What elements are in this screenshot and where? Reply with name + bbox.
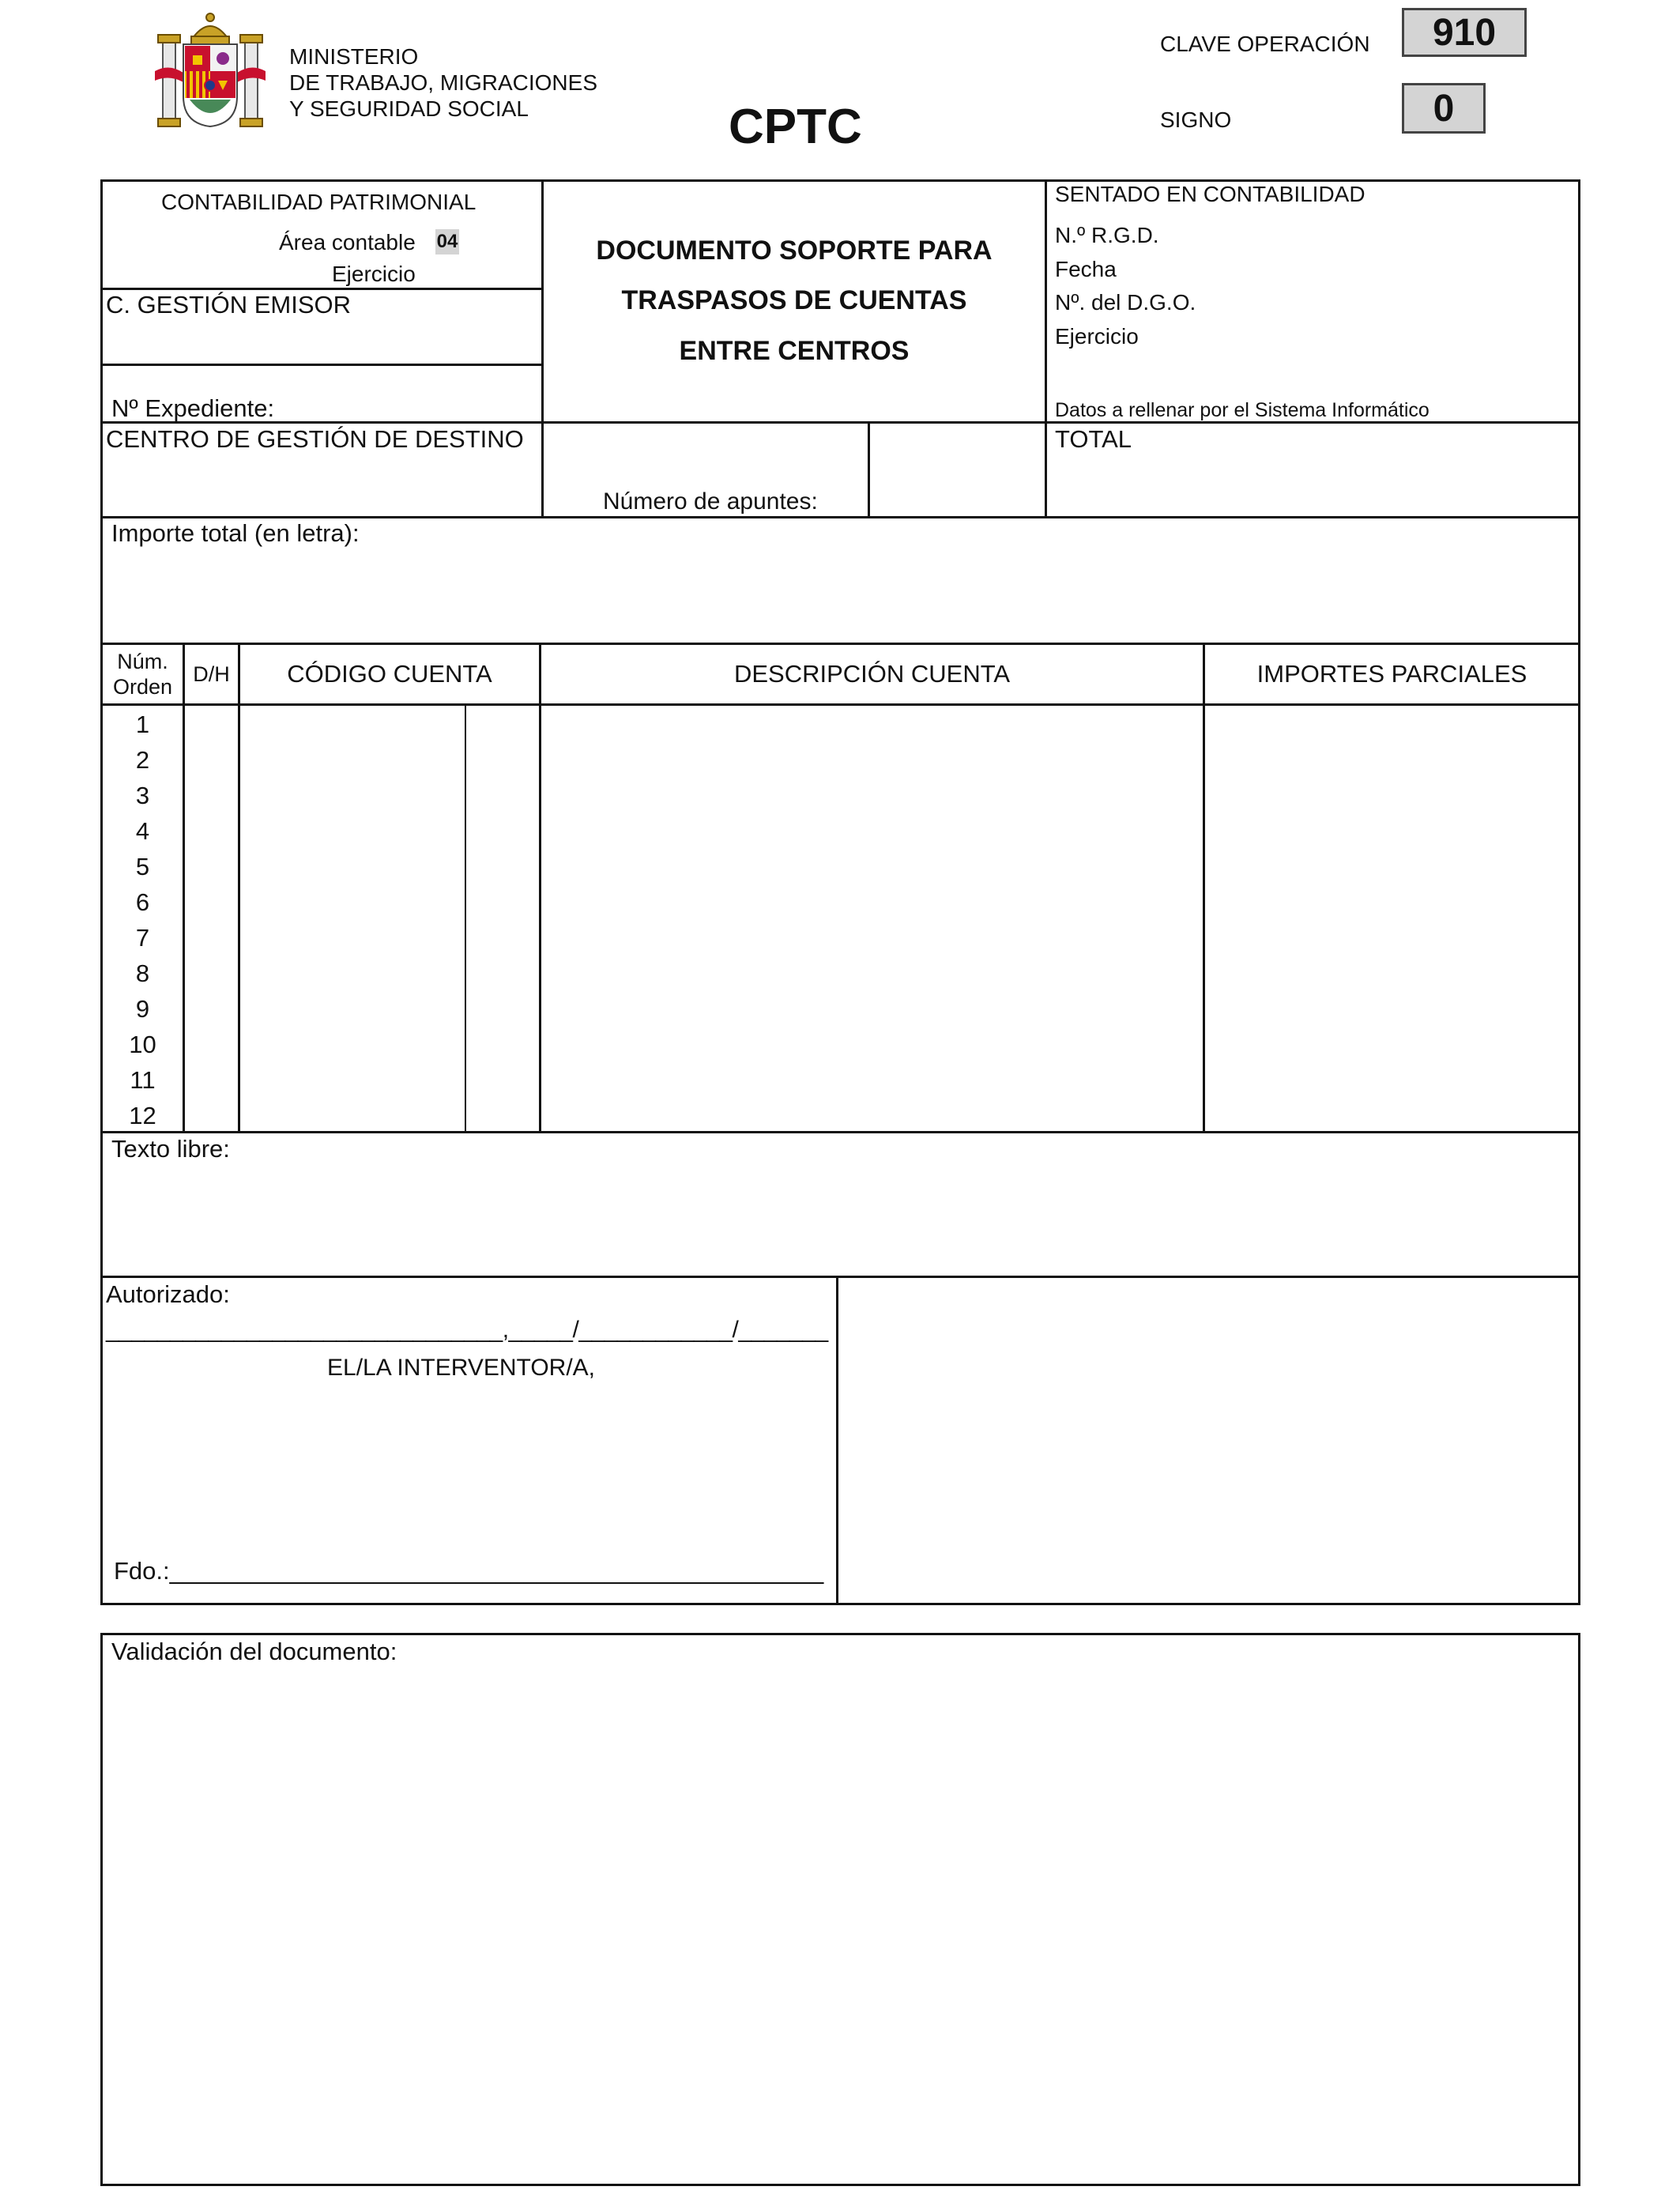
divider	[103, 1131, 1579, 1133]
divider	[183, 644, 185, 1133]
signo-value: 0	[1402, 83, 1486, 134]
divider	[238, 644, 240, 1133]
divider	[103, 421, 1579, 424]
area-contable-value: 04	[435, 229, 459, 254]
divider	[103, 1276, 1579, 1278]
area-contable-label: Área contable	[279, 230, 416, 254]
row-number: 5	[135, 853, 150, 880]
document-title-line-2: TRASPASOS DE CUENTAS	[621, 285, 967, 315]
numero-apuntes-label: Número de apuntes:	[603, 488, 818, 515]
row-number: 12	[129, 1102, 156, 1129]
top-form-frame	[100, 179, 1580, 1605]
divider	[103, 288, 543, 290]
importe-total-label: Importe total (en letra):	[111, 519, 360, 547]
validacion-frame	[100, 1633, 1580, 2186]
clave-operacion-label: CLAVE OPERACIÓN	[1160, 32, 1370, 56]
signo-label: SIGNO	[1160, 107, 1232, 132]
row-number: 6	[135, 888, 150, 916]
sentado-contabilidad-label: SENTADO EN CONTABILIDAD	[1055, 182, 1365, 206]
fecha-label: Fecha	[1055, 257, 1117, 281]
row-number: 4	[135, 817, 150, 845]
row-number: 1	[135, 711, 150, 738]
interventor-label: EL/LA INTERVENTOR/A,	[327, 1355, 596, 1381]
coat-of-arms-logo	[152, 8, 269, 130]
ejercicio-right-label: Ejercicio	[1055, 324, 1139, 349]
divider	[836, 1277, 838, 1604]
firma-line: Fdo.:________________________________________________	[114, 1557, 824, 1585]
row-number: 8	[135, 959, 150, 987]
ministry-line-3: Y SEGURIDAD SOCIAL	[289, 96, 529, 121]
importes-parciales-header: IMPORTES PARCIALES	[1256, 660, 1527, 688]
total-label: TOTAL	[1055, 425, 1132, 453]
num-orden-header-1: Núm.	[117, 650, 168, 673]
row-number-column	[103, 707, 183, 1131]
expediente-label: Nº Expediente:	[111, 394, 275, 422]
centro-destino-label: CENTRO DE GESTIÓN DE DESTINO	[106, 425, 524, 453]
divider	[1203, 644, 1205, 1133]
divider	[103, 703, 1579, 706]
contabilidad-patrimonial: CONTABILIDAD PATRIMONIAL	[161, 190, 477, 214]
ministry-line-1: MINISTERIO	[289, 44, 419, 69]
num-orden-header-2: Orden	[112, 675, 173, 699]
document-title-line-3: ENTRE CENTROS	[679, 336, 910, 366]
divider	[103, 516, 1579, 518]
divider	[868, 423, 870, 518]
row-number: 7	[135, 924, 150, 952]
divider	[103, 364, 543, 366]
dgo-label: Nº. del D.G.O.	[1055, 290, 1196, 315]
clave-operacion-value: 910	[1402, 8, 1527, 57]
row-number: 11	[130, 1066, 156, 1094]
rgd-label: N.º R.G.D.	[1055, 223, 1159, 247]
ejercicio-label: Ejercicio	[332, 262, 416, 286]
divider	[465, 705, 466, 1133]
dh-header: D/H	[193, 662, 230, 686]
descripcion-cuenta-header: DESCRIPCIÓN CUENTA	[733, 660, 1011, 688]
codigo-cuenta-header: CÓDIGO CUENTA	[287, 660, 492, 688]
document-code-title: CPTC	[729, 100, 862, 154]
sistema-informatico-note: Datos a rellenar por el Sistema Informático	[1055, 399, 1430, 421]
divider	[1045, 180, 1047, 518]
divider	[103, 643, 1579, 645]
row-number: 10	[129, 1031, 156, 1058]
autorizado-date-line: _______________________________,_____/____________/_______	[106, 1317, 828, 1343]
row-number: 9	[135, 995, 150, 1023]
divider	[539, 644, 541, 1133]
validacion-label: Validación del documento:	[111, 1638, 397, 1665]
texto-libre-label: Texto libre:	[111, 1135, 230, 1163]
document-title-line-1: DOCUMENTO SOPORTE PARA	[596, 236, 993, 266]
gestion-emisor-label: C. GESTIÓN EMISOR	[106, 291, 352, 319]
ministry-line-2: DE TRABAJO, MIGRACIONES	[289, 70, 597, 95]
row-number: 3	[135, 782, 150, 809]
autorizado-label: Autorizado:	[106, 1280, 230, 1308]
row-number: 2	[135, 746, 150, 774]
